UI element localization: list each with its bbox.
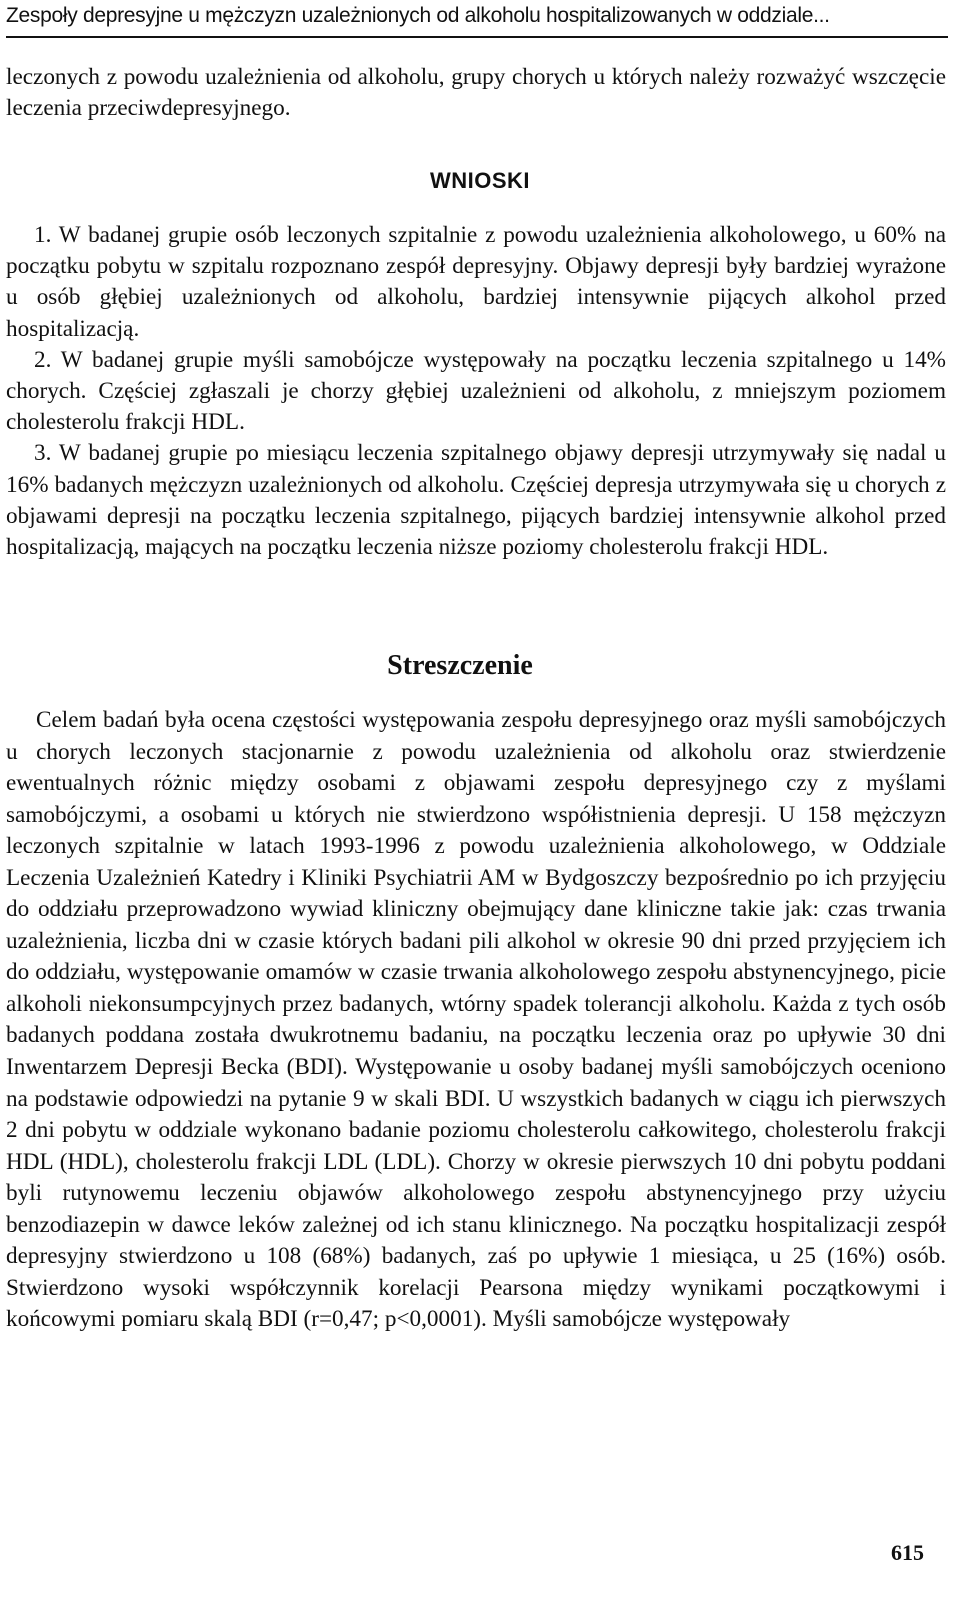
abstract-text: Celem badań była ocena częstości występowania zespołu depresyjnego oraz myśli samobójczych u chorych leczonych stacjonarnie z powodu uzależnienia od alkoholu oraz stwierdzenie ewentualnych różnic między osobami z objawami zespołu depresyjnego czy z myślami samobójczymi, a osobami u których nie stwierdzono współistnienia depresji. U 158 mężczyzn leczonych szpitalnie w latach 1993-1996 z powodu uzależnienia alkoholowego, w Oddziale Leczenia Uzależnień Katedry i Kliniki Psychiatrii AM w Bydgoszczy bezpośrednio po ich przyjęciu do oddziału przeprowadzono wywiad kliniczny obejmujący dane kliniczne takie jak: czas trwania uzależnienia, liczba dni w czasie których badani pili alkohol w okresie 90 dni przed przyjęciem ich do oddziału, występowanie omamów w czasie trwania alkoholowego zespołu abstynencyjnego, picie alkoholi niekonsumpcyjnych przez badanych, wtórny spadek tolerancji alkoholu. Każda z tych osób badanych poddana została dwukrotnemu badaniu, na początku leczenia oraz po upływie 30 dni Inwentarzem Depresji Becka (BDI). Występowanie u osoby badanej myśli samobójczych oceniono na podstawie odpowiedzi na pytanie 9 w skali BDI. U wszystkich badanych w ciągu ich pierwszych 2 dni pobytu w oddziale wykonano badanie poziomu cholesterolu całkowitego, cholesterolu frakcji HDL (HDL), cholesterolu frakcji LDL (LDL). Chorzy w okresie pierwszych 10 dni pobytu poddani byli rutynowemu leczeniu objawów alkoholowego zespołu abstynencyjnego przy użyciu benzodiazepin w dawce leków zależnej od ich stanu klinicznego. Na początku hospitalizacji zespół depresyjny stwierdzono u 108 (68%) badanych, zaś po upływie 1 miesiąca, u 25 (16%) osób. Stwierdzono wysoki współczynnik korelacji Pearsona między wynikami początkowymi i końcowymi pomiaru skalą BDI (r=0,47; p<0,0001). Myśli samobójcze występowały bbox=[6, 707, 946, 1333]
conclusion-item-3: 3. W badanej grupie po miesiącu leczenia szpitalnego objawy depresji utrzymywały się nadal u 16% badanych mężczyzn uzależnionych od alkoholu. Częściej depresja utrzymywała się u chorych z objawami depresji na początku leczenia szpitalnego, pijących bardziej intensywnie alkohol przed hospitalizacją, mających na początku leczenia niższe poziomy cholesterolu frakcji HDL. bbox=[6, 440, 946, 561]
conclusions-list bbox=[6, 220, 946, 563]
conclusions-heading: WNIOSKI bbox=[429, 168, 531, 193]
page-number: 615 bbox=[891, 1540, 924, 1565]
running-header: Zespoły depresyjne u mężczyzn uzależnionych od alkoholu hospitalizowanych w oddziale... bbox=[6, 4, 830, 27]
abstract-body bbox=[6, 705, 946, 1336]
intro-paragraph bbox=[6, 62, 946, 124]
abstract-heading: Streszczenie bbox=[387, 650, 533, 681]
conclusion-item-2: 2. W badanej grupie myśli samobójcze występowały na początku leczenia szpitalnego u 14% chorych. Częściej zgłaszali je chorzy głębiej uzależnieni od alkoholu, z mniejszym poziomem cholesterolu frakcji HDL. bbox=[6, 346, 946, 436]
intro-text: leczonych z powodu uzależnienia od alkoholu, grupy chorych u których należy rozważyć wszczęcie leczenia przeciwdepresyjnego. bbox=[6, 64, 946, 122]
conclusion-item-1: 1. W badanej grupie osób leczonych szpitalnie z powodu uzależnienia alkoholowego, u 60% na początku pobytu w szpitalu rozpoznano zespół depresyjny. Objawy depresji były bardziej wyrażone u osób głębiej uzależnionych od alkoholu, bardziej intensywnie pijących alkohol przed hospitalizacją. bbox=[6, 222, 946, 342]
header-rule bbox=[6, 36, 948, 38]
